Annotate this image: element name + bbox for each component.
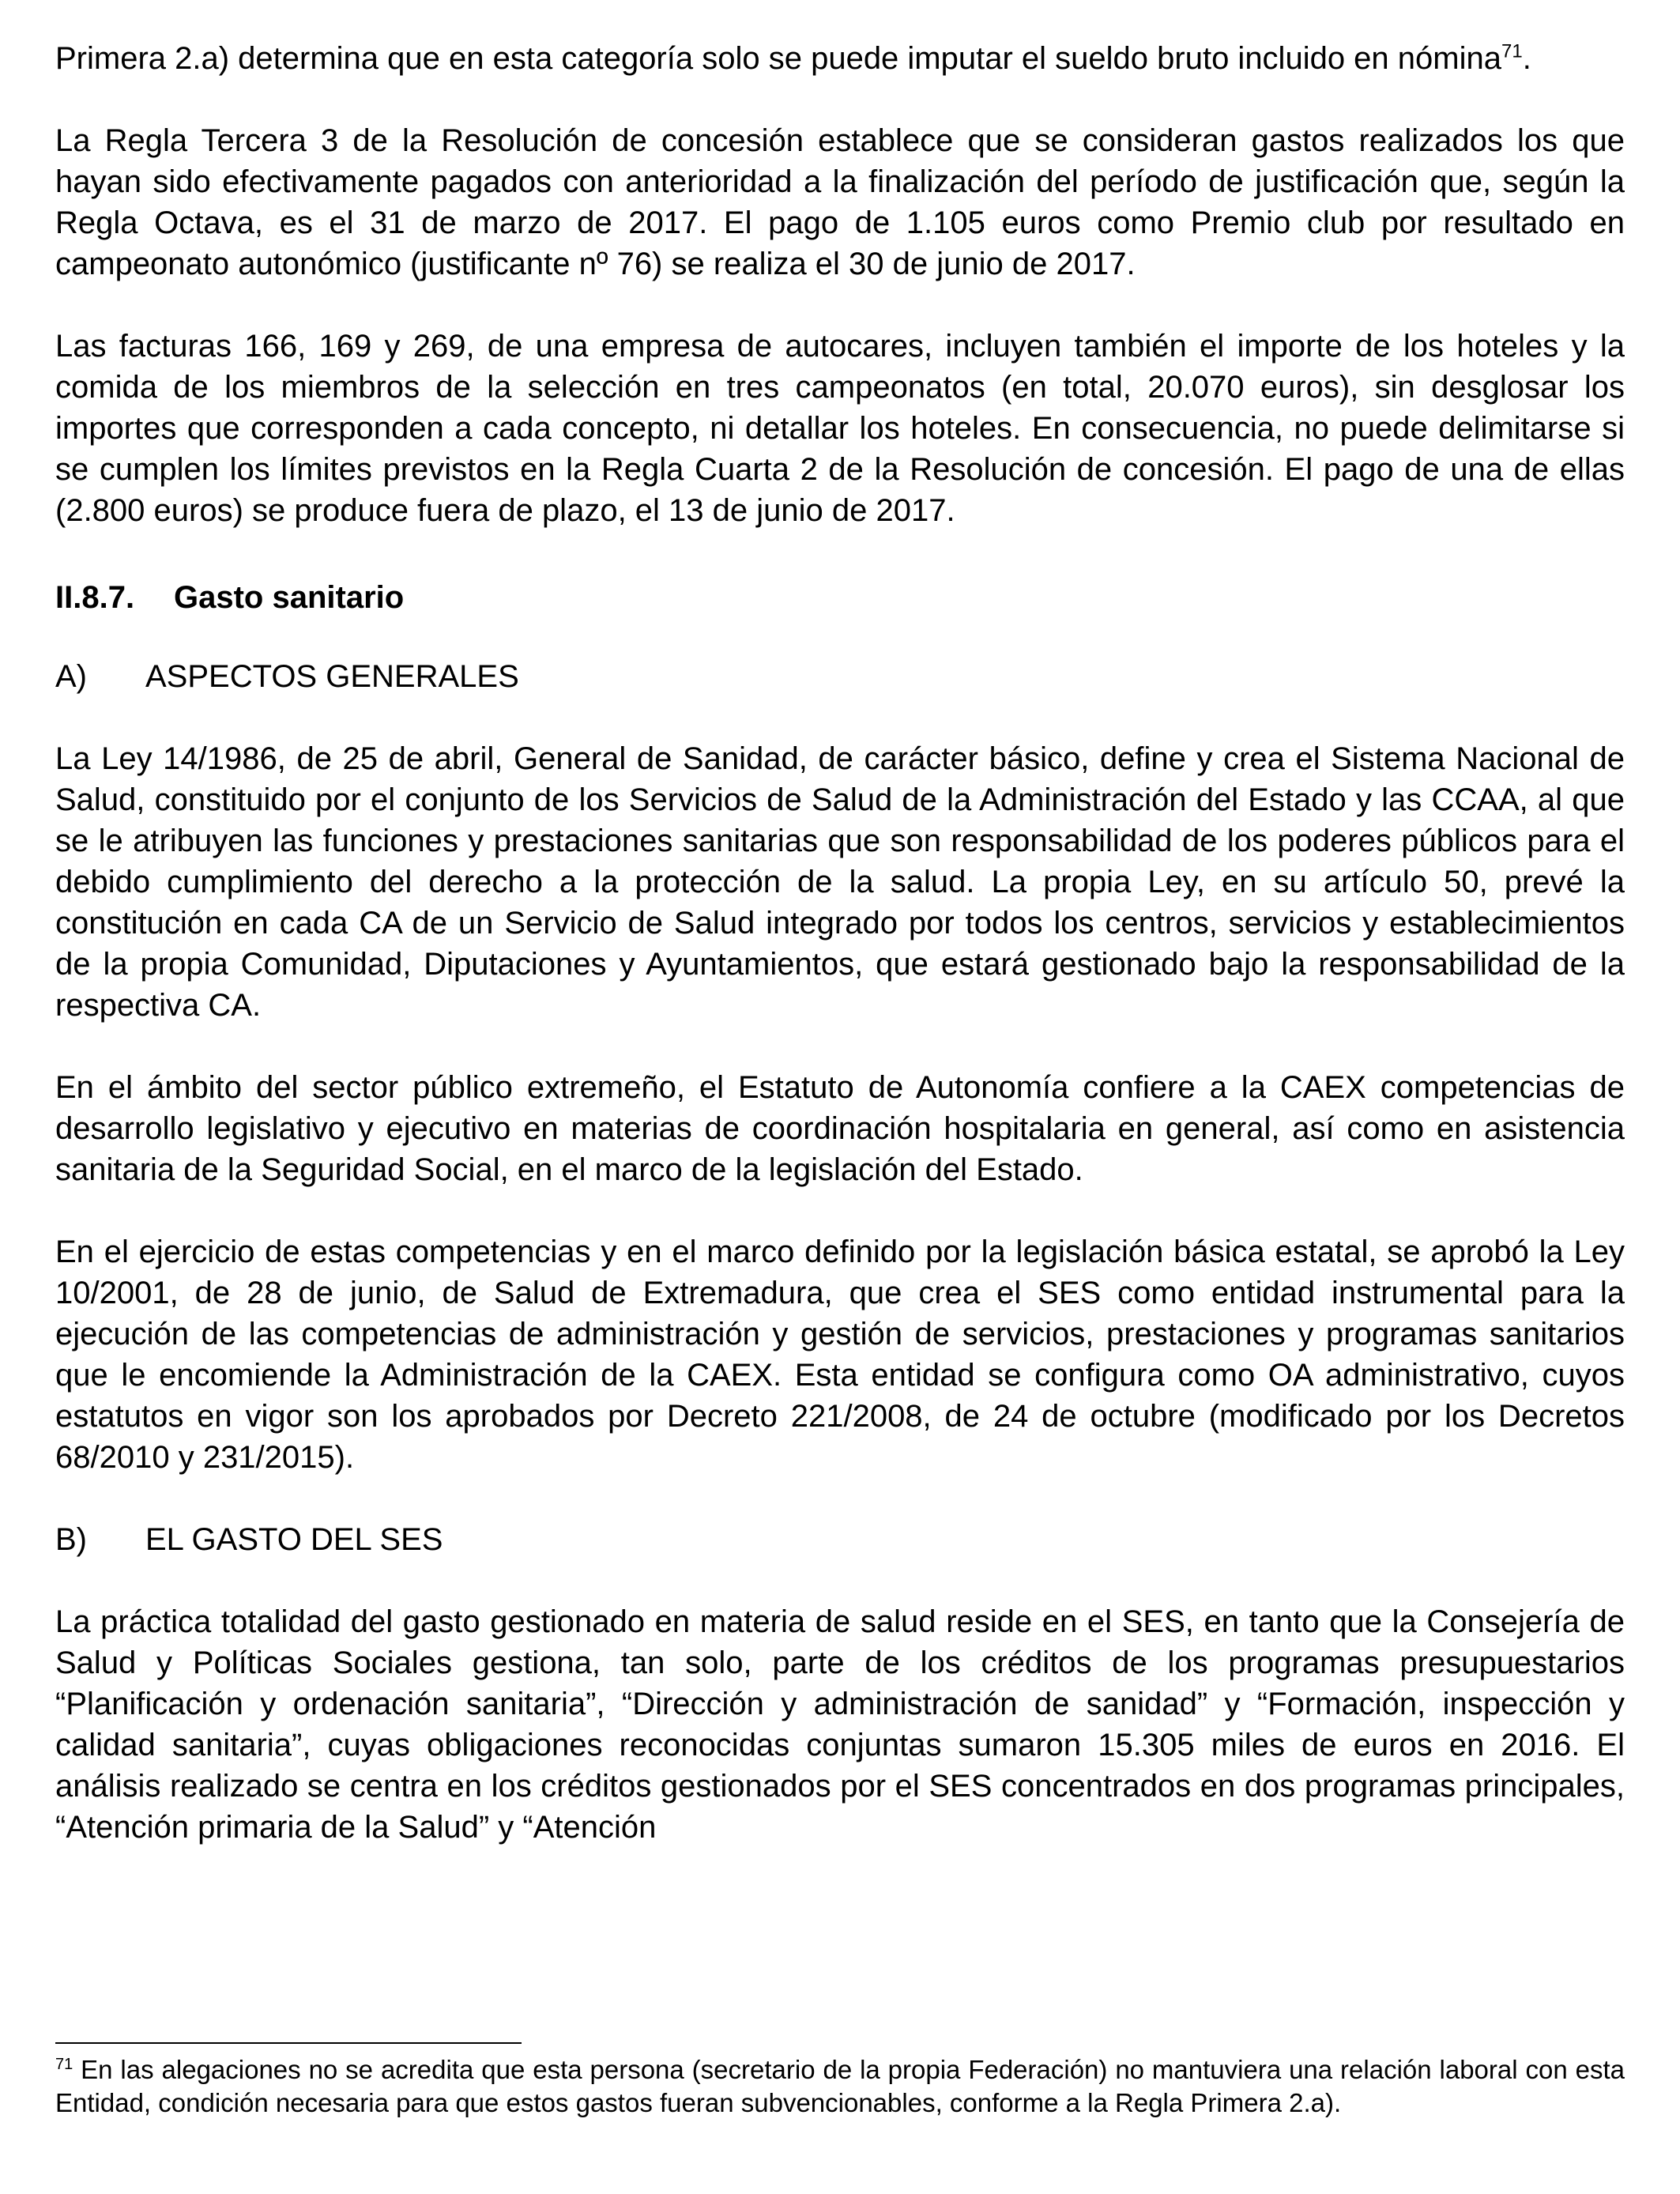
paragraph-2: La Regla Tercera 3 de la Resolución de concesión establece que se consideran gastos realizados los que hayan sido efectivamente pagados con anterioridad a la finalización del período de justificación que, según la Regla Octava, es el 31 de marzo de 2017. El pago de 1.105 euros como Premio club por resultado en campeonato autonómico (justificante nº 76) se realiza el 30 de junio de 2017. [55,123,1625,281]
footnote-number: 71 [55,2056,73,2073]
section-heading [55,577,1625,618]
footnote [55,2053,1625,2120]
subheading-a [55,656,1625,697]
subheading-b [55,1519,1625,1560]
paragraph-1-text: Primera 2.a) determina que en esta categoría solo se puede imputar el sueldo bruto incluido en nómina [55,41,1501,76]
paragraph-1-end: . [1522,41,1531,76]
paragraph-6: En el ejercicio de estas competencias y en el marco definido por la legislación básica estatal, se aprobó la Ley 10/2001, de 28 de junio, de Salud de Extremadura, que crea el SES como entidad instrumental para la ejecución de las competencias de administración y gestión de servicios, prestaciones y programas sanitarios que le encomiende la Administración de la CAEX. Esta entidad se configura como OA administrativo, cuyos estatutos en vigor son los aprobados por Decreto 221/2008, de 24 de octubre (modificado por los Decretos 68/2010 y 231/2015). [55,1235,1625,1475]
paragraph-5: En el ámbito del sector público extremeño, el Estatuto de Autonomía confiere a la CAEX competencias de desarrollo legislativo y ejecutivo en materias de coordinación hospitalaria en general, así como en asistencia sanitaria de la Seguridad Social, en el marco de la legislación del Estado. [55,1070,1625,1187]
document-body [55,38,1625,1848]
footnote-separator [55,2042,522,2044]
subheading-a-letter: A) [55,659,87,694]
footnote-reference[interactable]: 71 [1501,40,1523,62]
section-title: Gasto sanitario [174,580,405,615]
paragraph-3: Las facturas 166, 169 y 269, de una empresa de autocares, incluyen también el importe de los hoteles y la comida de los miembros de la selección en tres campeonatos (en total, 20.070 euros), sin desglosar los importes que corresponden a cada concepto, ni detallar los hoteles. En consecuencia, no puede delimitarse si se cumplen los límites previstos en la Regla Cuarta 2 de la Resolución de concesión. El pago de una de ellas (2.800 euros) se produce fuera de plazo, el 13 de junio de 2017. [55,329,1625,528]
paragraph-7: La práctica totalidad del gasto gestionado en materia de salud reside en el SES, en tanto que la Consejería de Salud y Políticas Sociales gestiona, tan solo, parte de los créditos de los programas presupuestarios “Planificación y ordenación sanitaria”, “Dirección y administración de sanidad” y “Formación, inspección y calidad sanitaria”, cuyas obligaciones reconocidas conjuntas sumaron 15.305 miles de euros en 2016. El análisis realizado se centra en los créditos gestionados por el SES concentrados en dos programas principales, “Atención primaria de la Salud” y “Atención [55,1604,1625,1845]
paragraph-1 [55,38,1625,79]
subheading-b-letter: B) [55,1522,87,1557]
subheading-a-title: ASPECTOS GENERALES [145,659,519,694]
paragraph-4: La Ley 14/1986, de 25 de abril, General de Sanidad, de carácter básico, define y crea el Sistema Nacional de Salud, constituido por el conjunto de los Servicios de Salud de la Administración del Estado y las CCAA, al que se le atribuyen las funciones y prestaciones sanitarias que son responsabilidad de los poderes públicos para el debido cumplimiento del derecho a la protección de la salud. La propia Ley, en su artículo 50, prevé la constitución en cada CA de un Servicio de Salud integrado por todos los centros, servicios y establecimientos de la propia Comunidad, Diputaciones y Ayuntamientos, que estará gestionado bajo la responsabilidad de la respectiva CA. [55,741,1625,1023]
footnote-text: En las alegaciones no se acredita que esta persona (secretario de la propia Federación) no mantuviera una relación laboral con esta Entidad, condición necesaria para que estos gastos fueran subvencionables, conforme a la Regla Primera 2.a). [55,2055,1625,2117]
subheading-b-title: EL GASTO DEL SES [145,1522,443,1557]
section-number: II.8.7. [55,580,135,615]
